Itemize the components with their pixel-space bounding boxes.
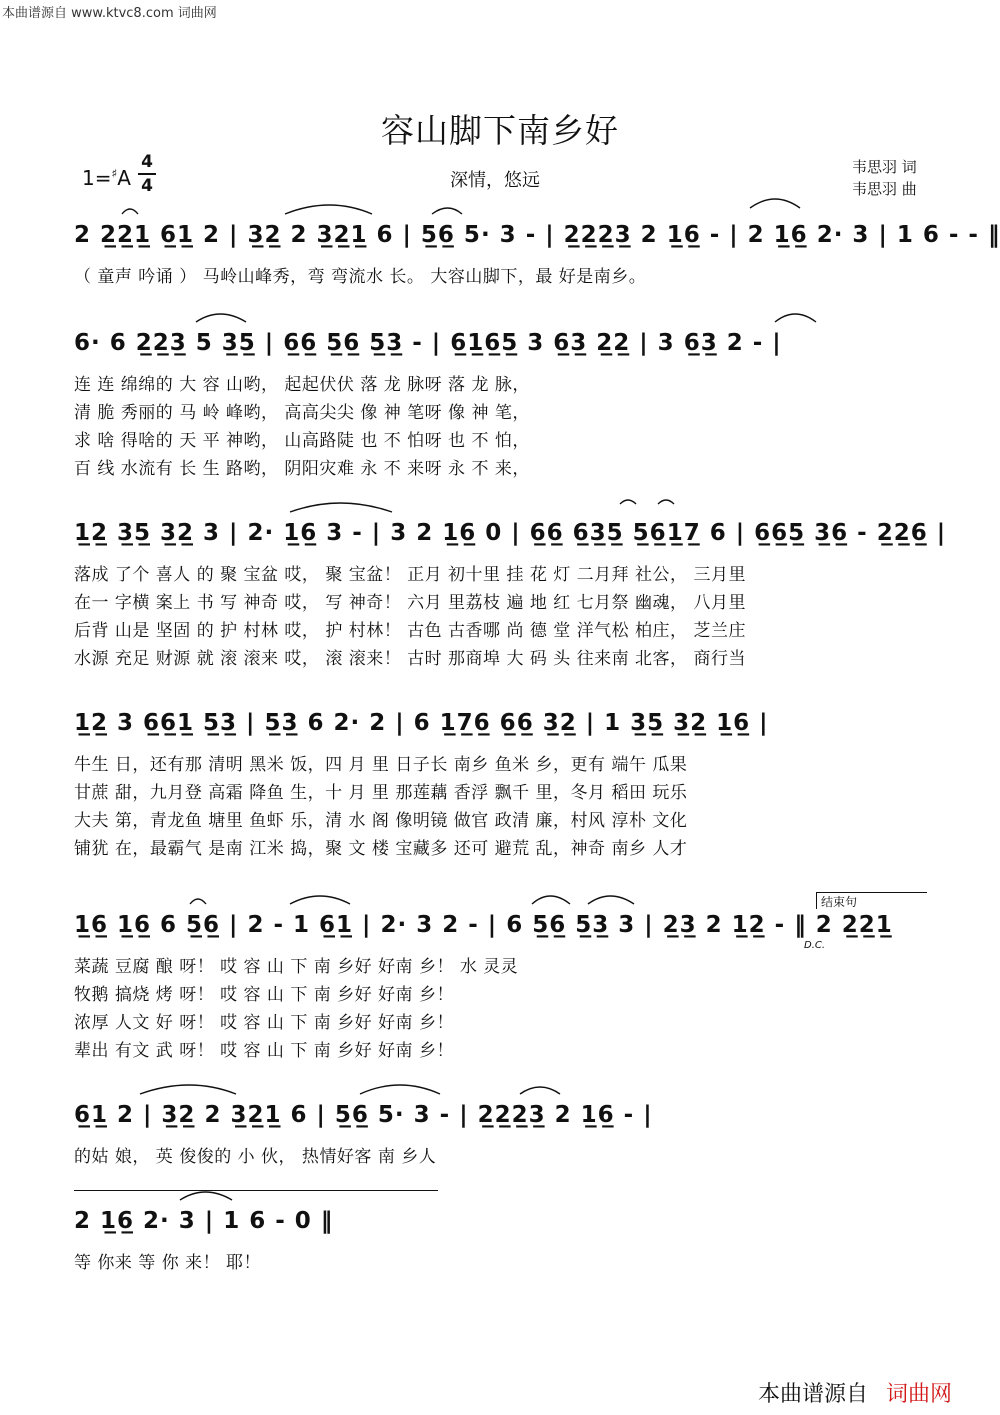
lyric-line-6-1: 的姑 娘， 英 俊俊的 小 伙， 热情好客 南 乡人 — [74, 1147, 437, 1167]
lyric-line-2-4: 百 线 水流有 长 生 路哟， 阴阳灾难 永 不 来呀 永 不 来， — [74, 459, 530, 479]
sharp-sign: ♯ — [111, 166, 118, 181]
lyric-line-3-2: 在一 字横 案上 书 写 神奇 哎， 写 神奇！ 六月 里荔枝 遍 地 红 七月祭 幽魂， 八月里 — [74, 593, 746, 613]
lyric-line-5-1: 菜蔬 豆腐 酿 呀！ 哎 容 山 下 南 乡好 好南 乡！ 水 灵灵 — [74, 957, 519, 977]
lyric-line-7-1: 等 你来 等 你 来！ 耶！ — [74, 1253, 262, 1273]
meter-bottom: 4 — [141, 176, 153, 196]
ending-label: 结束句 — [821, 895, 858, 909]
notation-line-7: 2 1̲6̲ 2· 3 | 1 6 - 0 ‖ — [74, 1208, 334, 1234]
lyric-line-5-3: 浓厚 人文 好 呀！ 哎 容 山 下 南 乡好 好南 乡！ — [74, 1013, 454, 1033]
lyric-line-4-4: 铺犹 在，最霸气 是南 江米 捣，聚 文 楼 宝藏多 还可 避荒 乱，神奇 南乡 人才 — [74, 839, 688, 859]
lyric-line-5-4: 辈出 有文 武 呀！ 哎 容 山 下 南 乡好 好南 乡！ — [74, 1041, 454, 1061]
lyric-line-5-2: 牧鹅 搞烧 烤 呀！ 哎 容 山 下 南 乡好 好南 乡！ — [74, 985, 454, 1005]
notation-line-1: 2 2̲2̲1̲ 6̲1̲ 2 | 3̲2̲ 2 3̲2̲1̲ 6 | 5̲6̲ 5· 3 - | 2̲2̲2̲3̲ 2 1̲6̲ - | 2 1̲6̲ 2· 3 | 1 6 - - ‖ — [74, 222, 1000, 248]
key-letter: A — [117, 166, 131, 190]
composer: 韦思羽 曲 — [852, 180, 917, 198]
lyric-line-2-1: 连 连 绵绵的 大 容 山哟， 起起伏伏 落 龙 脉呀 落 龙 脉， — [74, 375, 530, 395]
lyric-line-4-2: 甘蔗 甜，九月登 高霜 降鱼 生，十 月 里 那莲藕 香浮 飘千 里，冬月 稻田 玩乐 — [74, 783, 688, 803]
notation-line-2: 6· 6 2̲2̲3̲ 5 3̲5̲ | 6̲6̲ 5̲6̲ 5̲3̲ - | 6̲1̲6̲5̲ 3 6̲3̲ 2̲2̲ | 3 6̲3̲ 2 - | — [74, 330, 782, 356]
lyric-line-1-1: （ 童声 吟诵 ） 马岭山峰秀，弯 弯流水 长。 大容山脚下，最 好是南乡。 — [74, 267, 647, 287]
lyric-line-4-3: 大夫 第，青龙鱼 塘里 鱼虾 乐，清 水 阁 像明镜 做官 政清 廉，村风 淳朴 文化 — [74, 811, 688, 831]
key-prefix: 1= — [82, 166, 112, 190]
lyric-line-4-1: 牛生 日，还有那 清明 黑米 饭，四 月 里 日子长 南乡 鱼米 乡，更有 端午 瓜果 — [74, 755, 688, 775]
lyric-line-3-3: 后背 山是 坚固 的 护 村林 哎， 护 村林！ 古色 古香哪 尚 德 堂 洋气松 柏庄， 芝兰庄 — [74, 621, 746, 641]
tempo-marking: 深情，悠远 — [450, 170, 540, 191]
footer-watermark — [758, 1377, 952, 1408]
notation-line-5: 1̲6̲ 1̲6̲ 6 5̲6̲ | 2 - 1 6̲1̲ | 2· 3 2 - | 6 5̲6̲ 5̲3̲ 3 | 2̲3̲ 2 1̲2̲ - ‖ 2 2̲2̲1̲ — [74, 912, 893, 938]
lyric-line-3-1: 落成 了个 喜人 的 聚 宝盆 哎， 聚 宝盆！ 正月 初十里 挂 花 灯 二月拜 社公， 三月里 — [74, 565, 746, 585]
meter-top: 4 — [141, 152, 153, 172]
notation-line-6: 6̲1̲ 2 | 3̲2̲ 2 3̲2̲1̲ 6 | 5̲6̲ 5· 3 - | 2̲2̲2̲3̲ 2 1̲6̲ - | — [74, 1102, 653, 1128]
lyric-line-2-2: 清 脆 秀丽的 马 岭 峰哟， 高高尖尖 像 神 笔呀 像 神 笔， — [74, 403, 530, 423]
lyric-line-2-3: 求 啥 得啥的 天 平 神哟， 山高路陡 也 不 怕呀 也 不 怕， — [74, 431, 530, 451]
song-title: 容山脚下南乡好 — [381, 111, 619, 150]
notation-line-4: 1̲2̲ 3 6̲6̲1̲ 5̲3̲ | 5̲3̲ 6 2· 2 | 6 1̲7̲6̲ 6̲6̲ 3̲2̲ | 1 3̲5̲ 3̲2̲ 1̲6̲ | — [74, 710, 769, 736]
lyric-line-3-4: 水源 充足 财源 就 滚 滚来 哎， 滚 滚来！ 古时 那商埠 大 码 头 往来南 北客， 商行当 — [74, 649, 746, 669]
footer-brand: 词曲网 — [886, 1382, 953, 1407]
notation-line-3: 1̲2̲ 3̲5̲ 3̲2̲ 3 | 2· 1̲6̲ 3 - | 3 2 1̲6̲ 0 | 6̲6̲ 6̲3̲5̲ 5̲6̲1̲7̲ 6 | 6̲6̲5̲ 3̲6̲ - 2̲2̲6̲ | — [74, 520, 947, 546]
header-watermark: 本曲谱源自 www.ktvc8.com 词曲网 — [2, 6, 217, 21]
dc-marking: D.C. — [804, 940, 826, 951]
footer-source: 本曲谱源自 — [758, 1382, 869, 1407]
lyricist: 韦思羽 词 — [852, 158, 917, 176]
